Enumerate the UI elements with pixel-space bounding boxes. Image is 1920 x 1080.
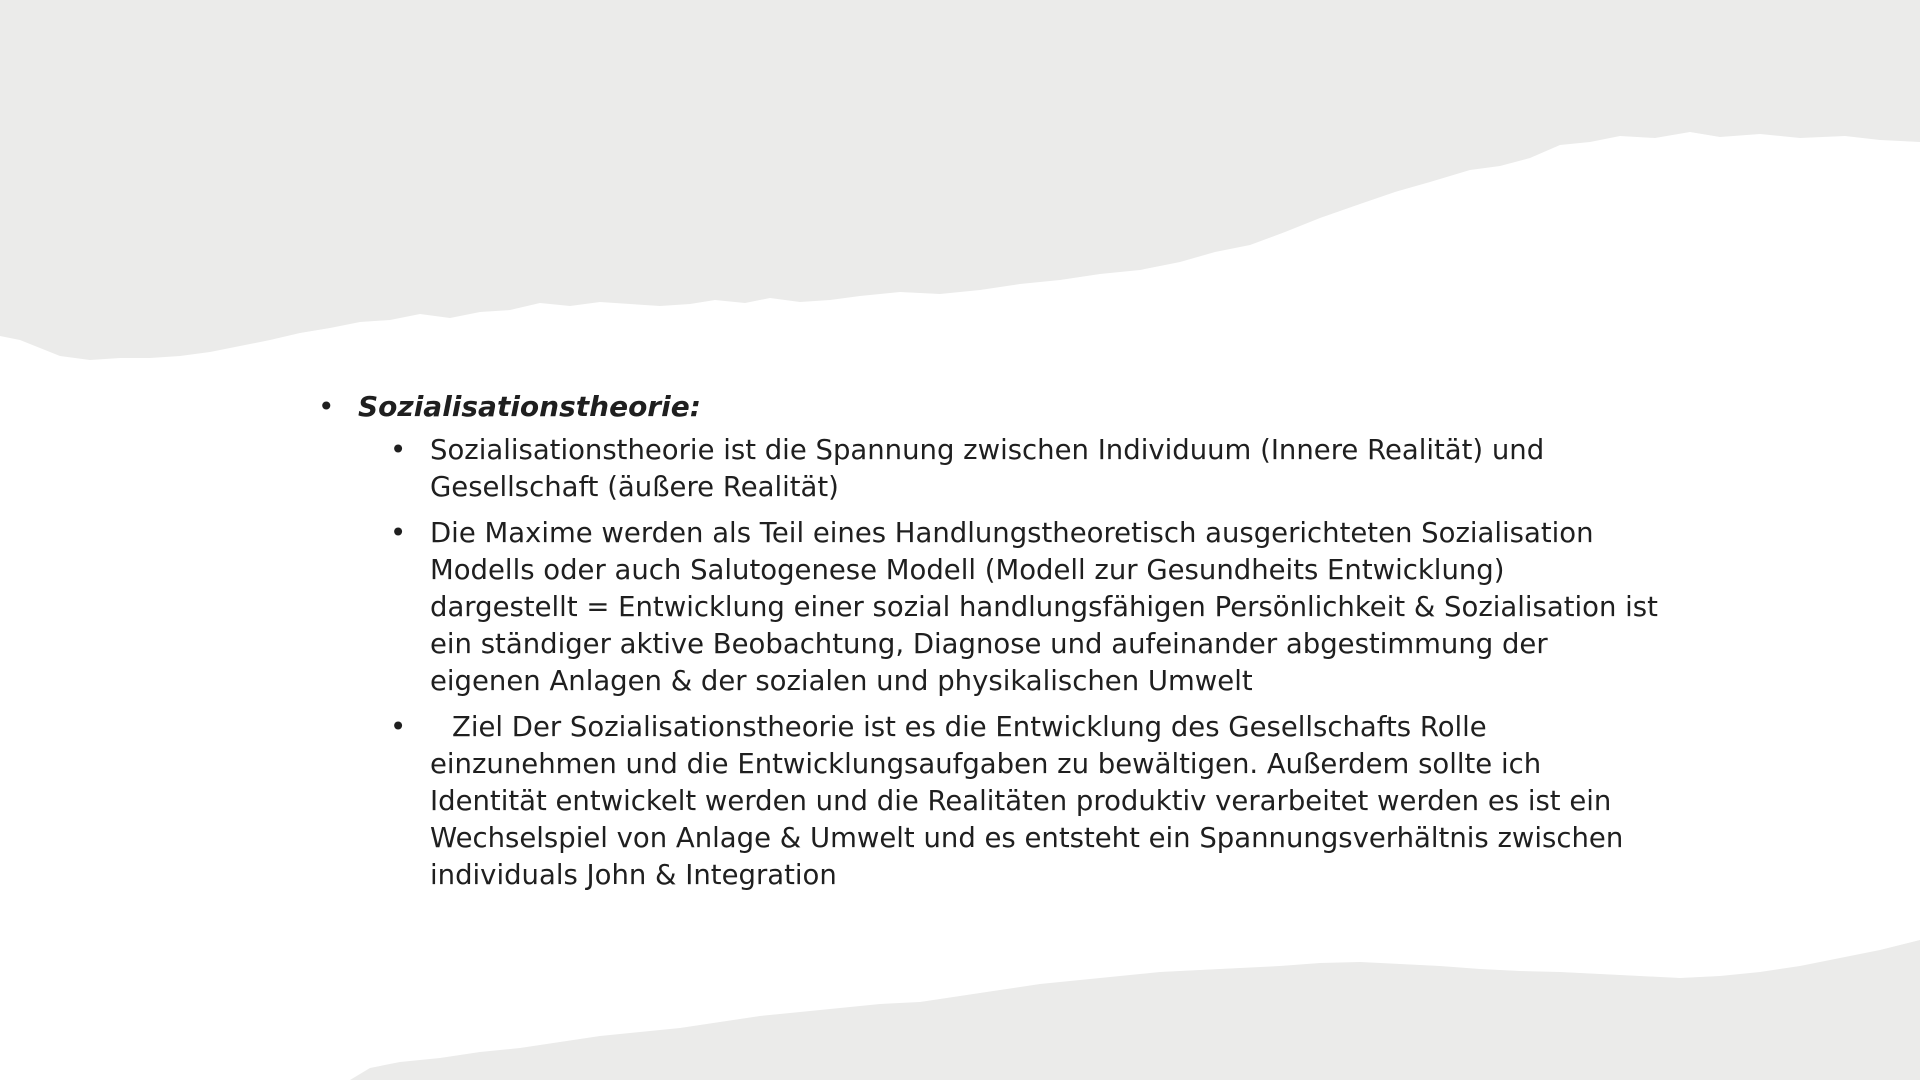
bullet-text: Sozialisationstheorie ist die Spannung zwischen Individuum (Innere Realität) und Gesellschaft (äußere Realität) bbox=[430, 434, 1545, 503]
bottom-torn-paper bbox=[350, 940, 1920, 1080]
bullet-icon: • bbox=[390, 434, 407, 466]
sub-bullet-list bbox=[390, 432, 1658, 894]
bullet-text-wrapper bbox=[430, 709, 1660, 894]
list-item bbox=[390, 709, 1660, 894]
bullet-icon: • bbox=[318, 390, 335, 423]
bullet-icon: • bbox=[390, 517, 407, 549]
slide-content bbox=[318, 384, 1658, 903]
top-torn-paper bbox=[0, 0, 1920, 360]
bullet-text: Ziel Der Sozialisationstheorie ist es die Entwicklung des Gesellschafts Rolle einzunehmen und die Entwicklungsaufgaben zu bewältigen. Außerdem sollte ich Identität entwickelt werden und die Realitäten produktiv verarbeitet werden es ist ein Wechselspiel von Anlage & Umwelt und es entsteht ein Spannungsverhältnis zwischen individuals John & Integration bbox=[430, 711, 1624, 891]
list-item bbox=[390, 432, 1660, 506]
heading-bullet bbox=[318, 384, 1638, 430]
list-item bbox=[390, 515, 1660, 700]
bullet-text: Die Maxime werden als Teil eines Handlungstheoretisch ausgerichteten Sozialisation Modells oder auch Salutogenese Modell (Modell zur Gesundheits Entwicklung) dargestellt = Entwicklung einer sozial handlungsfähigen Persönlichkeit & Sozialisation ist ein ständiger aktive Beobachtung, Diagnose und aufeinander abgestimmung der eigenen Anlagen & der sozialen und physikalischen Umwelt bbox=[430, 517, 1658, 697]
bullet-icon: • bbox=[390, 711, 407, 743]
section-heading: Sozialisationstheorie: bbox=[358, 390, 701, 423]
